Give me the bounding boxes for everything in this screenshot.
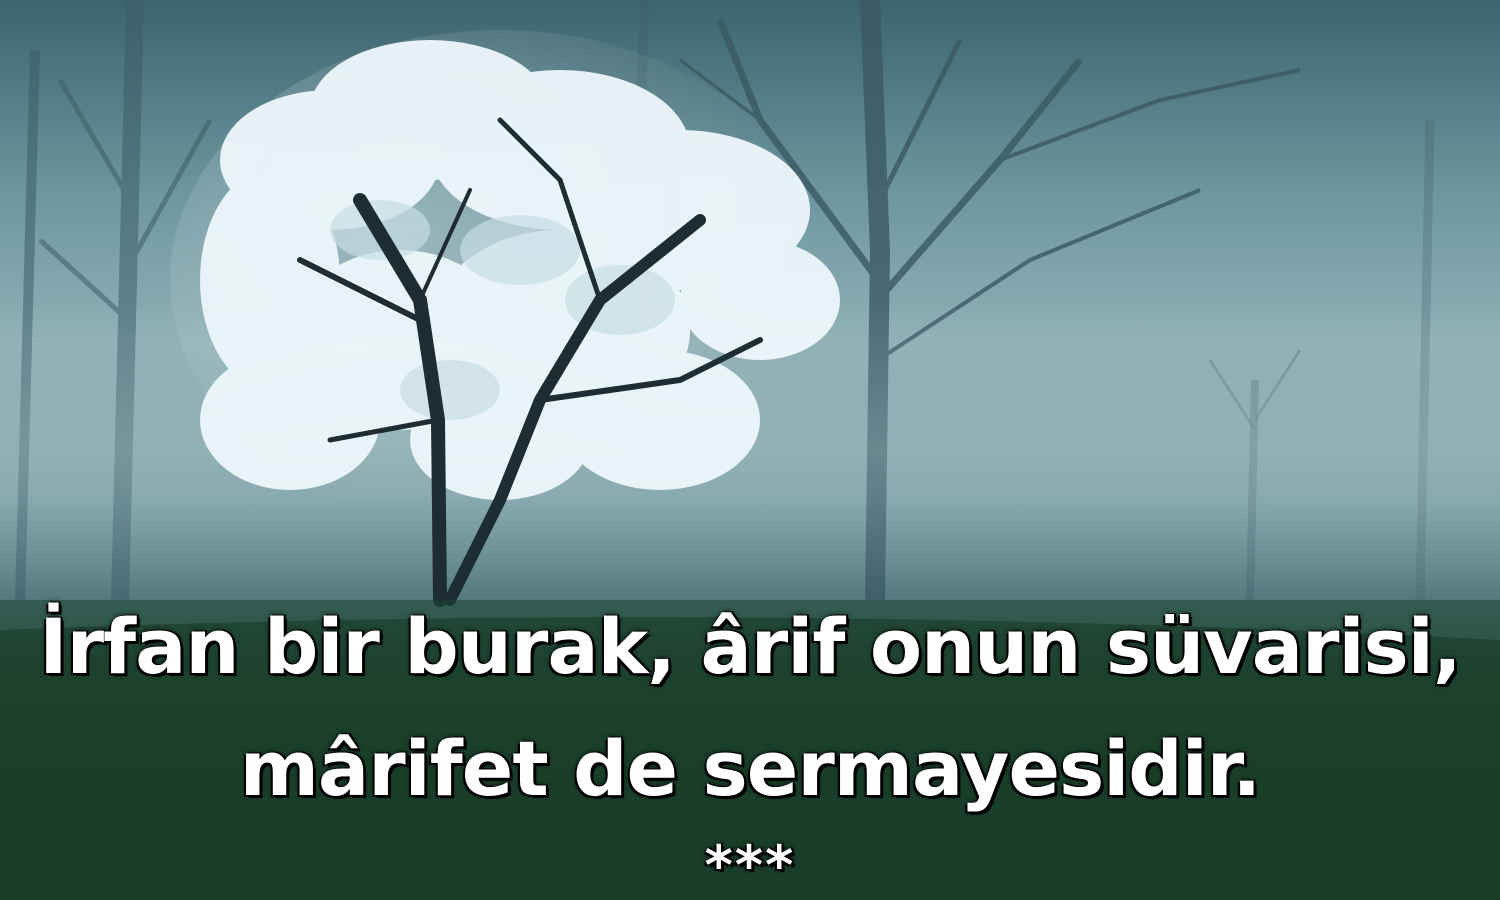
quote-line-2: mârifet de sermayesidir.	[239, 724, 1261, 813]
quote-separator: ***	[704, 834, 796, 897]
quote-line-1: İrfan bir burak, ârif onun süvarisi,	[39, 602, 1461, 691]
